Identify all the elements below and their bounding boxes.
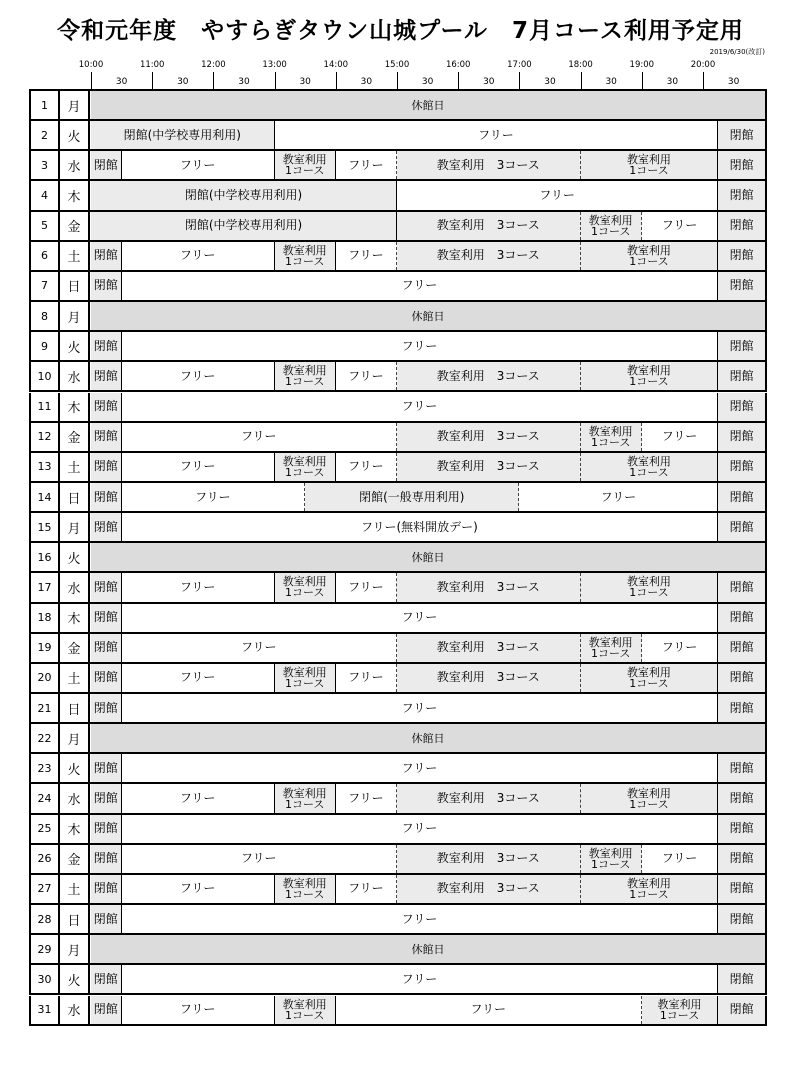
page-title: 令和元年度 やすらぎタウン山城プール 7月コース利用予定用 [57, 18, 744, 44]
slot-free_open: フリー(無料開放デー) [122, 513, 719, 541]
hour-label: 18:00 [568, 60, 593, 70]
hour-label: 12:00 [201, 60, 226, 70]
slot-free: フリー [122, 996, 275, 1024]
day-number: 13 [31, 453, 60, 481]
slot-free: フリー [122, 694, 719, 722]
slot-closed: 閉館 [91, 664, 122, 692]
schedule-row [29, 212, 767, 242]
slot-closed: 閉館 [91, 272, 122, 300]
slot-closed: 閉館 [91, 905, 122, 933]
slot-closed: 閉館 [91, 965, 122, 993]
weekday: 日 [60, 272, 90, 300]
hour-label: 16:00 [445, 60, 471, 70]
schedule-row [29, 573, 767, 603]
schedule-row [29, 393, 767, 423]
weekday: 日 [60, 483, 90, 511]
time-axis [0, 58, 801, 92]
weekday: 水 [60, 784, 90, 812]
hour-label: 13:00 [262, 60, 287, 70]
weekday: 土 [60, 664, 90, 692]
slot-free: フリー [397, 181, 718, 209]
day-number: 30 [31, 965, 60, 993]
schedule-row [29, 332, 767, 362]
weekday: 日 [60, 694, 90, 722]
hour-label: 14:00 [323, 60, 349, 70]
slot-free: フリー [122, 332, 719, 360]
slot-lesson1: 教室利用 1コース [275, 996, 336, 1024]
slot-closed: 閉館 [718, 754, 765, 782]
schedule-row [29, 242, 767, 272]
slot-closed: 閉館 [91, 393, 122, 421]
day-number: 14 [31, 483, 60, 511]
slot-lesson1: 教室利用 1コース [642, 996, 719, 1024]
schedule-row [29, 754, 767, 784]
schedule-row [29, 694, 767, 724]
schedule-row [29, 815, 767, 845]
day-number: 8 [31, 302, 60, 330]
slot-free: フリー [122, 604, 719, 632]
weekday: 水 [60, 362, 90, 390]
revision-date: 2019/6/30(改訂) [709, 48, 765, 56]
slot-lesson3: 教室利用 3コース [397, 212, 581, 240]
day-number: 1 [31, 91, 60, 119]
slot-free: フリー [642, 845, 719, 873]
slot-closed: 閉館 [718, 845, 765, 873]
slot-lesson1: 教室利用 1コース [275, 362, 336, 390]
slot-closed: 閉館 [718, 393, 765, 421]
hour-tick [581, 72, 582, 90]
day-number: 28 [31, 905, 60, 933]
schedule-row [29, 423, 767, 453]
weekday: 土 [60, 453, 90, 481]
slot-lesson1: 教室利用 1コース [275, 242, 336, 270]
weekday: 火 [60, 965, 90, 993]
slot-closed: 閉館 [91, 996, 122, 1024]
slot-free: フリー [122, 151, 275, 179]
slot-lesson1: 教室利用 1コース [581, 664, 719, 692]
weekday: 金 [60, 634, 90, 662]
schedule-row [29, 543, 767, 573]
slot-free: フリー [122, 483, 306, 511]
hour-tick [91, 72, 92, 90]
slot-lesson3: 教室利用 3コース [397, 242, 581, 270]
slot-lesson3: 教室利用 3コース [397, 875, 581, 903]
slot-holiday: 休館日 [91, 935, 765, 963]
day-number: 31 [31, 996, 60, 1024]
slot-closed: 閉館 [718, 694, 765, 722]
day-number: 18 [31, 604, 60, 632]
slot-free: フリー [336, 664, 397, 692]
slot-lesson1: 教室利用 1コース [581, 573, 719, 601]
slot-free: フリー [122, 905, 719, 933]
slot-free: フリー [122, 815, 719, 843]
slot-lesson1: 教室利用 1コース [275, 784, 336, 812]
slot-lesson1: 教室利用 1コース [275, 151, 336, 179]
half-hour-label: 30 [421, 77, 434, 87]
slot-lesson1: 教室利用 1コース [581, 242, 719, 270]
slot-closed: 閉館 [718, 634, 765, 662]
day-number: 15 [31, 513, 60, 541]
slot-free: フリー [122, 965, 719, 993]
slot-free: フリー [642, 212, 719, 240]
weekday: 日 [60, 905, 90, 933]
half-hour-label: 30 [299, 77, 311, 87]
slot-closed: 閉館 [718, 784, 765, 812]
hour-tick [519, 72, 520, 90]
day-number: 7 [31, 272, 60, 300]
slot-closed: 閉館 [718, 151, 765, 179]
slot-free: フリー [642, 634, 719, 662]
slot-free: フリー [336, 242, 397, 270]
day-number: 9 [31, 332, 60, 360]
slot-lesson1: 教室利用 1コース [581, 212, 642, 240]
slot-closed: 閉館 [718, 664, 765, 692]
slot-closed: 閉館 [91, 754, 122, 782]
day-number: 19 [31, 634, 60, 662]
hour-tick [397, 72, 398, 90]
hour-label: 19:00 [629, 60, 655, 70]
weekday: 火 [60, 121, 90, 149]
half-hour-label: 30 [605, 77, 617, 87]
slot-lesson3: 教室利用 3コース [397, 423, 581, 451]
slot-jhs: 閉館(中学校専用利用) [91, 181, 397, 209]
slot-closed: 閉館 [718, 272, 765, 300]
weekday: 火 [60, 543, 90, 571]
schedule-row [29, 965, 767, 995]
slot-closed: 閉館 [718, 453, 765, 481]
schedule-row [29, 875, 767, 905]
slot-free: フリー [336, 453, 397, 481]
day-number: 22 [31, 724, 60, 752]
slot-lesson1: 教室利用 1コース [581, 875, 719, 903]
half-hour-label: 30 [238, 77, 250, 87]
schedule-row [29, 89, 767, 121]
slot-closed: 閉館 [91, 151, 122, 179]
slot-closed: 閉館 [91, 453, 122, 481]
weekday: 土 [60, 242, 90, 270]
schedule-row [29, 664, 767, 694]
day-number: 27 [31, 875, 60, 903]
weekday: 火 [60, 332, 90, 360]
schedule-row [29, 634, 767, 664]
slot-closed: 閉館 [718, 181, 765, 209]
slot-free: フリー [122, 784, 275, 812]
hour-label: 11:00 [139, 60, 165, 70]
slot-lesson3: 教室利用 3コース [397, 634, 581, 662]
schedule-row [29, 181, 767, 211]
slot-free: フリー [336, 996, 642, 1024]
slot-free: フリー [336, 875, 397, 903]
slot-free: フリー [122, 664, 275, 692]
slot-lesson1: 教室利用 1コース [581, 151, 719, 179]
weekday: 火 [60, 754, 90, 782]
slot-closed: 閉館 [91, 694, 122, 722]
weekday: 土 [60, 875, 90, 903]
slot-free: フリー [122, 272, 719, 300]
slot-lesson3: 教室利用 3コース [397, 453, 581, 481]
slot-lesson1: 教室利用 1コース [275, 875, 336, 903]
slot-lesson1: 教室利用 1コース [581, 362, 719, 390]
slot-lesson1: 教室利用 1コース [581, 784, 719, 812]
hour-tick [458, 72, 459, 90]
slot-jhs: 閉館(中学校専用利用) [91, 121, 275, 149]
hour-tick [275, 72, 276, 90]
hour-tick [642, 72, 643, 90]
slot-lesson3: 教室利用 3コース [397, 845, 581, 873]
slot-holiday: 休館日 [91, 302, 765, 330]
slot-lesson3: 教室利用 3コース [397, 784, 581, 812]
slot-free: フリー [122, 453, 275, 481]
slot-closed: 閉館 [718, 423, 765, 451]
schedule-row [29, 604, 767, 634]
slot-closed: 閉館 [91, 483, 122, 511]
hour-tick [152, 72, 153, 90]
schedule-row [29, 845, 767, 875]
day-number: 29 [31, 935, 60, 963]
day-number: 4 [31, 181, 60, 209]
slot-closed: 閉館 [91, 845, 122, 873]
hour-tick [336, 72, 337, 90]
hour-label: 17:00 [507, 60, 532, 70]
schedule-row [29, 302, 767, 332]
day-number: 10 [31, 362, 60, 390]
weekday: 水 [60, 996, 90, 1024]
day-number: 6 [31, 242, 60, 270]
day-number: 21 [31, 694, 60, 722]
slot-closed: 閉館 [718, 513, 765, 541]
half-hour-label: 30 [483, 77, 495, 87]
slot-closed: 閉館 [91, 604, 122, 632]
weekday: 木 [60, 181, 90, 209]
weekday: 水 [60, 573, 90, 601]
schedule-row [29, 453, 767, 483]
slot-closed: 閉館 [718, 875, 765, 903]
slot-lesson1: 教室利用 1コース [581, 423, 642, 451]
slot-closed: 閉館 [718, 242, 765, 270]
slot-holiday: 休館日 [91, 724, 765, 752]
slot-free: フリー [336, 784, 397, 812]
day-number: 2 [31, 121, 60, 149]
slot-closed: 閉館 [718, 604, 765, 632]
half-hour-label: 30 [544, 77, 556, 87]
slot-closed: 閉館 [91, 875, 122, 903]
slot-free: フリー [122, 393, 719, 421]
slot-free: フリー [122, 634, 397, 662]
hour-label: 20:00 [690, 60, 716, 70]
slot-closed: 閉館 [718, 573, 765, 601]
slot-free: フリー [336, 151, 397, 179]
slot-free: フリー [122, 845, 397, 873]
half-hour-label: 30 [115, 77, 128, 87]
slot-lesson1: 教室利用 1コース [275, 573, 336, 601]
slot-closed: 閉館 [718, 815, 765, 843]
slot-closed: 閉館 [718, 212, 765, 240]
slot-closed: 閉館 [91, 362, 122, 390]
day-number: 12 [31, 423, 60, 451]
slot-holiday: 休館日 [91, 91, 765, 119]
slot-free: フリー [122, 573, 275, 601]
slot-holiday: 休館日 [91, 543, 765, 571]
schedule-row [29, 724, 767, 754]
slot-free: フリー [122, 242, 275, 270]
weekday: 月 [60, 91, 90, 119]
slot-free: フリー [122, 875, 275, 903]
slot-free: フリー [122, 423, 397, 451]
day-number: 16 [31, 543, 60, 571]
day-number: 3 [31, 151, 60, 179]
slot-lesson3: 教室利用 3コース [397, 362, 581, 390]
day-number: 11 [31, 393, 60, 421]
slot-free: フリー [122, 362, 275, 390]
day-number: 23 [31, 754, 60, 782]
weekday: 金 [60, 845, 90, 873]
slot-free: フリー [336, 573, 397, 601]
slot-closed: 閉館 [91, 573, 122, 601]
slot-closed: 閉館 [718, 965, 765, 993]
slot-general: 閉館(一般専用利用) [305, 483, 519, 511]
slot-lesson1: 教室利用 1コース [275, 453, 336, 481]
day-number: 17 [31, 573, 60, 601]
slot-closed: 閉館 [91, 423, 122, 451]
schedule-row [29, 483, 767, 513]
slot-closed: 閉館 [91, 784, 122, 812]
slot-closed: 閉館 [718, 362, 765, 390]
schedule-row [29, 996, 767, 1026]
schedule-row [29, 935, 767, 965]
slot-closed: 閉館 [91, 242, 122, 270]
weekday: 金 [60, 212, 90, 240]
slot-lesson1: 教室利用 1コース [581, 634, 642, 662]
slot-closed: 閉館 [91, 513, 122, 541]
slot-lesson3: 教室利用 3コース [397, 573, 581, 601]
weekday: 木 [60, 604, 90, 632]
slot-free: フリー [336, 362, 397, 390]
slot-free: フリー [122, 754, 719, 782]
slot-lesson1: 教室利用 1コース [581, 453, 719, 481]
slot-closed: 閉館 [718, 483, 765, 511]
slot-closed: 閉館 [91, 634, 122, 662]
schedule-row [29, 121, 767, 151]
slot-lesson1: 教室利用 1コース [275, 664, 336, 692]
half-hour-label: 30 [727, 77, 740, 87]
schedule-row [29, 905, 767, 935]
weekday: 月 [60, 513, 90, 541]
slot-free: フリー [519, 483, 718, 511]
weekday: 水 [60, 151, 90, 179]
weekday: 月 [60, 724, 90, 752]
hour-tick [213, 72, 214, 90]
slot-closed: 閉館 [718, 996, 765, 1024]
half-hour-label: 30 [360, 77, 373, 87]
hour-label: 10:00 [78, 60, 104, 70]
day-number: 20 [31, 664, 60, 692]
half-hour-label: 30 [666, 77, 679, 87]
weekday: 木 [60, 815, 90, 843]
half-hour-label: 30 [177, 77, 189, 87]
slot-lesson3: 教室利用 3コース [397, 664, 581, 692]
weekday: 金 [60, 423, 90, 451]
slot-free: フリー [275, 121, 719, 149]
slot-closed: 閉館 [718, 332, 765, 360]
hour-tick [703, 72, 704, 90]
slot-closed: 閉館 [91, 332, 122, 360]
slot-jhs: 閉館(中学校専用利用) [91, 212, 397, 240]
schedule-row [29, 362, 767, 392]
slot-closed: 閉館 [718, 905, 765, 933]
weekday: 月 [60, 302, 90, 330]
weekday: 木 [60, 393, 90, 421]
slot-lesson3: 教室利用 3コース [397, 151, 581, 179]
day-number: 24 [31, 784, 60, 812]
weekday: 月 [60, 935, 90, 963]
schedule-row [29, 151, 767, 181]
day-number: 26 [31, 845, 60, 873]
slot-lesson1: 教室利用 1コース [581, 845, 642, 873]
slot-closed: 閉館 [718, 121, 765, 149]
hour-label: 15:00 [384, 60, 410, 70]
slot-free: フリー [642, 423, 719, 451]
schedule-row [29, 784, 767, 814]
day-number: 25 [31, 815, 60, 843]
schedule-row [29, 272, 767, 302]
schedule-row [29, 513, 767, 543]
day-number: 5 [31, 212, 60, 240]
slot-closed: 閉館 [91, 815, 122, 843]
